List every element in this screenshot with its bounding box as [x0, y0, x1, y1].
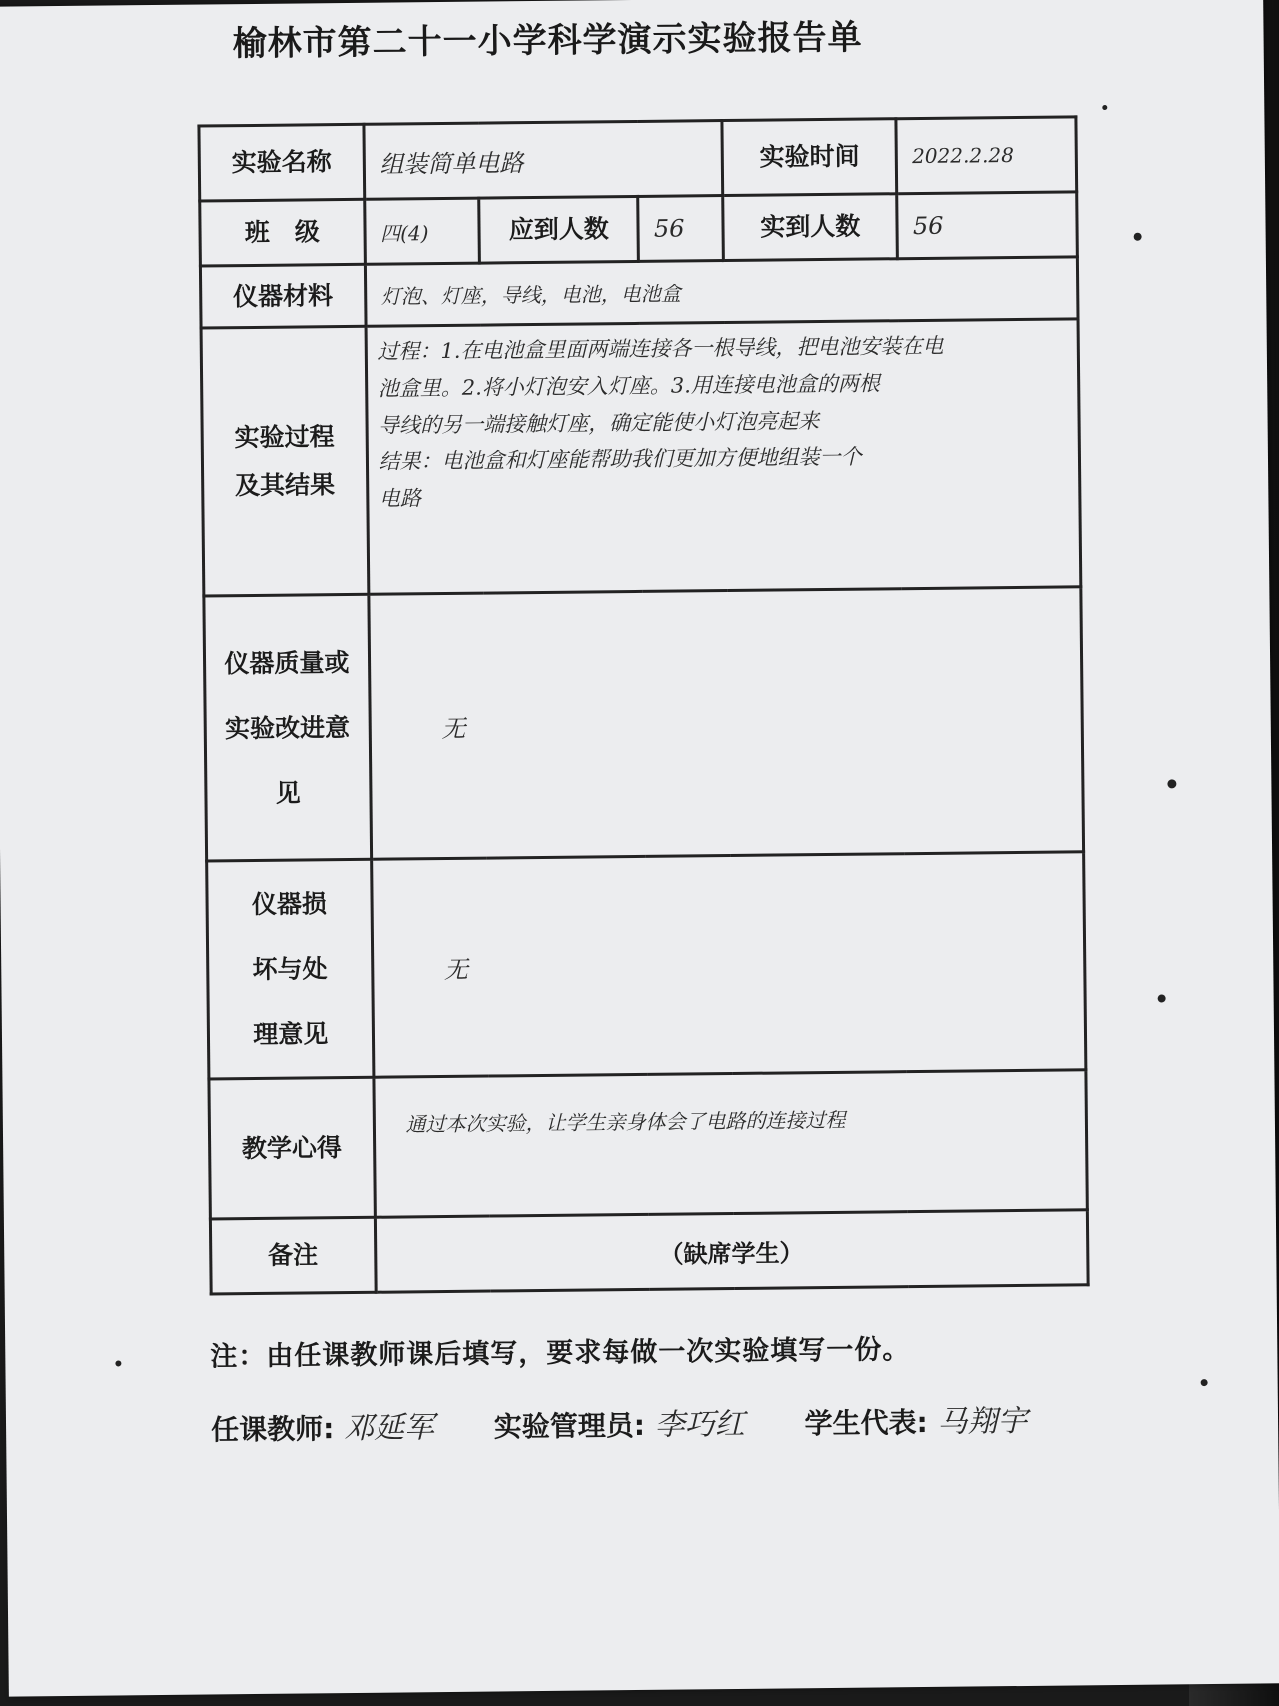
- report-table: [197, 115, 1089, 1295]
- footer-note: 注：由任课教师课后填写，要求每做一次实验填写一份。: [210, 1334, 911, 1373]
- row-name-time: [199, 117, 1077, 201]
- row-process: [201, 319, 1081, 596]
- label-damage: 仪器损坏与处理意见: [207, 859, 374, 1079]
- value-damage: 无: [371, 852, 1086, 1077]
- label-experiment-name: 实验名称: [199, 124, 364, 201]
- label-experiment-time: 实验时间: [722, 119, 897, 196]
- value-experiment-name: 组装简单电路: [364, 121, 723, 200]
- label-actual-count: 实到人数: [723, 194, 898, 261]
- ink-speck: [1158, 994, 1166, 1002]
- admin-signature: 李巧红: [654, 1406, 745, 1443]
- value-teaching: 通过本次实验，让学生亲身体会了电路的连接过程: [374, 1070, 1088, 1217]
- value-process: [366, 319, 1081, 594]
- label-teaching: 教学心得: [209, 1077, 375, 1219]
- ink-speck: [1134, 233, 1142, 241]
- value-expected-count: 56: [638, 196, 723, 262]
- value-experiment-time: 2022.2.28: [896, 117, 1076, 194]
- student-label: 学生代表:: [804, 1405, 928, 1441]
- value-quality: 无: [368, 587, 1083, 859]
- process-line: 过程：1.在电池盒里面两端连接各一根导线，把电池安装在电: [377, 333, 944, 364]
- ink-speck: [1167, 779, 1176, 788]
- row-materials: [200, 257, 1078, 328]
- label-remarks: 备注: [210, 1217, 375, 1294]
- teacher-signature: 邓延军: [343, 1410, 435, 1447]
- admin-label: 实验管理员:: [493, 1408, 646, 1444]
- ink-speck: [115, 1360, 121, 1366]
- label-class: 班 级: [200, 199, 365, 266]
- signature-row: [211, 1394, 1191, 1448]
- row-remarks: [210, 1210, 1088, 1294]
- process-line: 电路: [378, 486, 422, 511]
- value-class: 四(4): [364, 198, 479, 264]
- process-line: 结果：电池盒和灯座能帮助我们更加方便地组装一个: [378, 444, 862, 474]
- ink-speck: [1102, 105, 1107, 110]
- row-damage: [207, 852, 1086, 1079]
- label-expected-count: 应到人数: [479, 196, 639, 263]
- label-quality: 仪器质量或实验改进意见: [204, 594, 371, 861]
- label-materials: 仪器材料: [200, 264, 365, 328]
- row-teaching: [209, 1070, 1087, 1219]
- value-materials: 灯泡、灯座，导线，电池，电池盒: [365, 257, 1078, 326]
- page-title: 榆林市第二十一小学科学演示实验报告单: [232, 17, 863, 65]
- row-quality: [204, 587, 1084, 861]
- ink-speck: [1201, 1379, 1208, 1386]
- row-class-count: [200, 192, 1078, 266]
- value-remarks: （缺席学生）: [375, 1210, 1088, 1292]
- process-line: 导线的另一端接触灯座，确定能使小灯泡亮起来: [378, 408, 820, 438]
- student-signature: 马翔宇: [937, 1403, 1028, 1440]
- value-actual-count: 56: [897, 192, 1077, 259]
- label-process: 实验过程及其结果: [201, 326, 368, 596]
- process-line: 池盒里。2.将小灯泡安入灯座。3.用连接电池盒的两根: [377, 371, 880, 401]
- teacher-label: 任课教师:: [210, 1412, 335, 1447]
